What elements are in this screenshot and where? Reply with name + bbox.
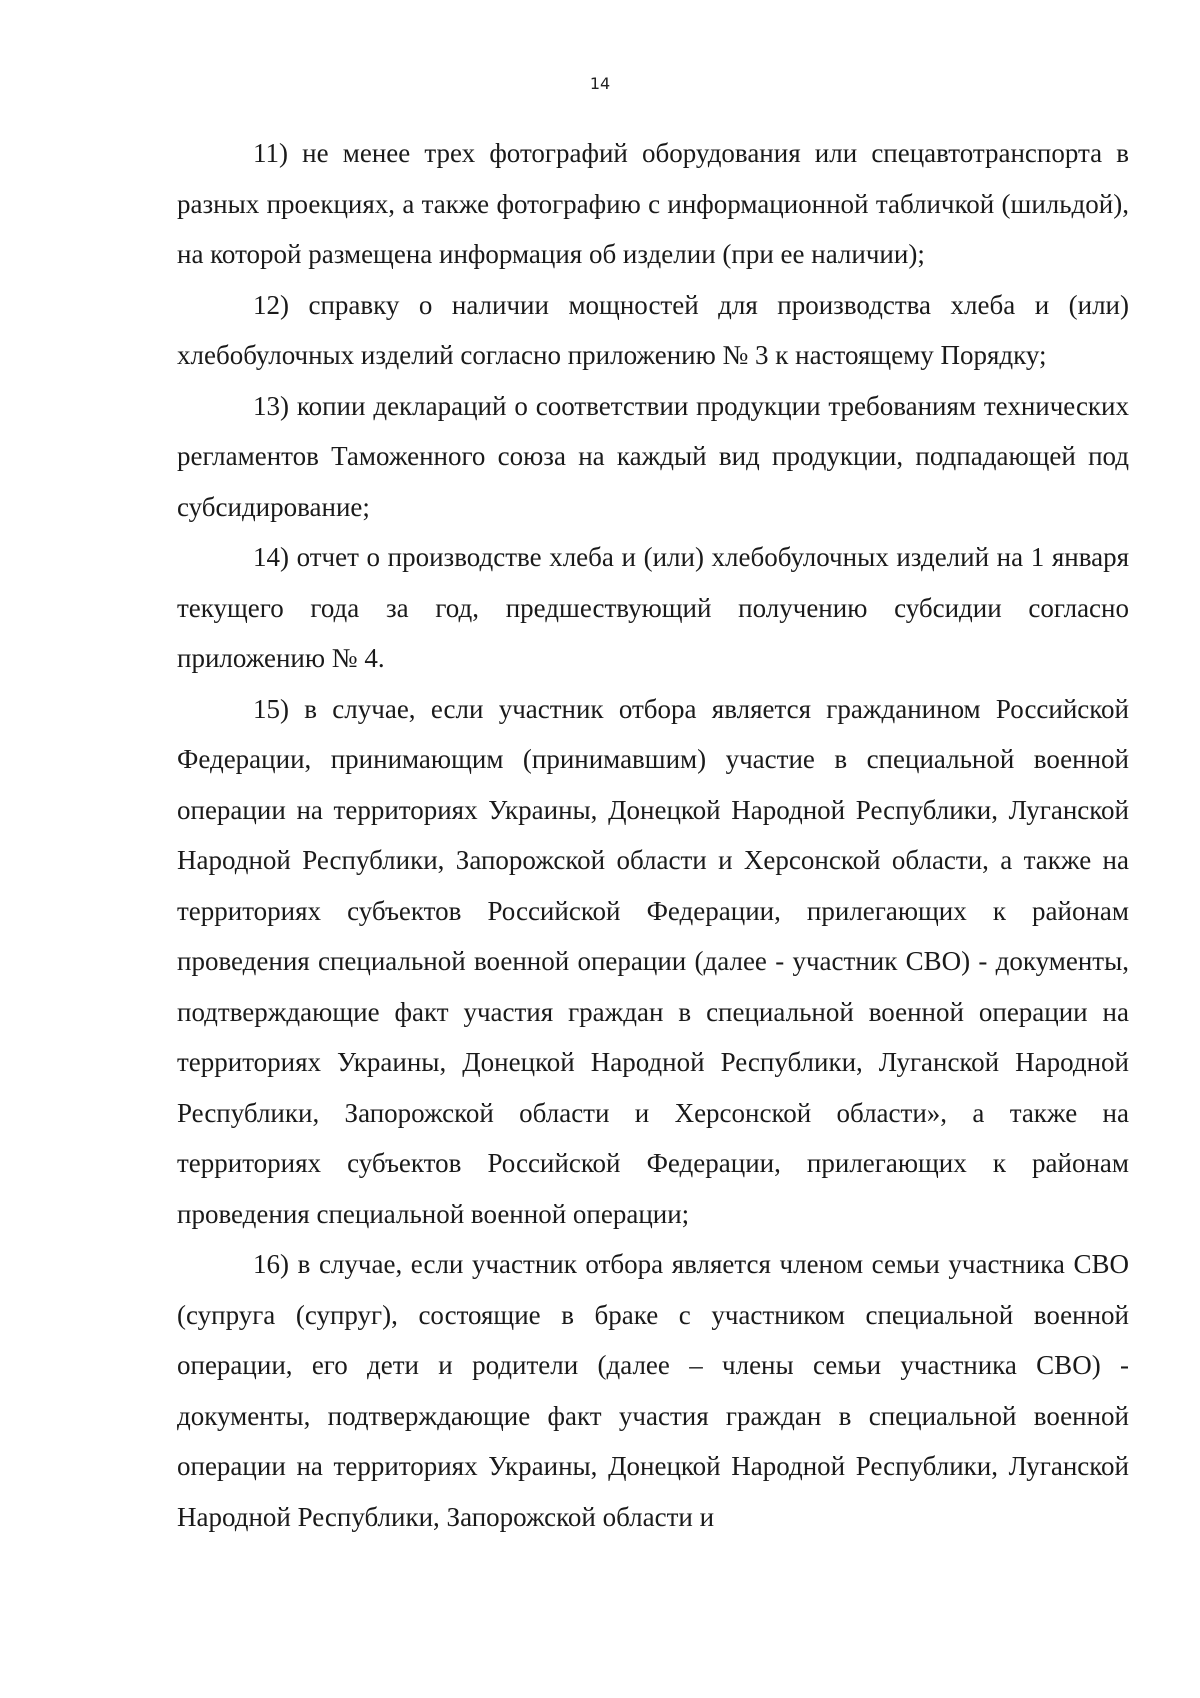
document-body [177, 128, 1129, 1542]
paragraph-item-11: 11) не менее трех фотографий оборудования или спецавтотранспорта в разных проекциях, а также фотографию с информационной табличкой (шильдой), на которой размещена информация об изделии (при ее наличии); [177, 138, 1129, 269]
paragraph-item-15: 15) в случае, если участник отбора является гражданином Российской Федерации, принимающим (принимавшим) участие в специальной военной операции на территориях Украины, Донецкой Народной Республики, Луганской Народной Республики, Запорожской области и Херсонской области, а также на территориях субъектов Российской Федерации, прилегающих к районам проведения специальной военной операции (далее - участник СВО) - документы, подтверждающие факт участия граждан в специальной военной операции на территориях Украины, Донецкой Народной Республики, Луганской Народной Республики, Запорожской области и Херсонской области», а также на территориях субъектов Российской Федерации, прилегающих к районам проведения специальной военной операции; [177, 693, 1129, 1229]
paragraph-item-16: 16) в случае, если участник отбора является членом семьи участника СВО (супруга (супруг), состоящие в браке с участником специальной военной операции, его дети и родители (далее – члены семьи участника СВО) - документы, подтверждающие факт участия граждан в специальной военной операции на территориях Украины, Донецкой Народной Республики, Луганской Народной Республики, Запорожской области и [177, 1249, 1129, 1532]
paragraph-item-13: 13) копии деклараций о соответствии продукции требованиям технических регламентов Таможенного союза на каждый вид продукции, подпадающей под субсидирование; [177, 390, 1129, 522]
page-number: 14 [589, 74, 611, 93]
paragraph-item-14: 14) отчет о производстве хлеба и (или) хлебобулочных изделий на 1 января текущего года за год, предшествующий получению субсидии согласно приложению № 4. [177, 542, 1129, 673]
paragraph-item-12: 12) справку о наличии мощностей для производства хлеба и (или) хлебобулочных изделий согласно приложению № 3 к настоящему Порядку; [177, 289, 1129, 370]
